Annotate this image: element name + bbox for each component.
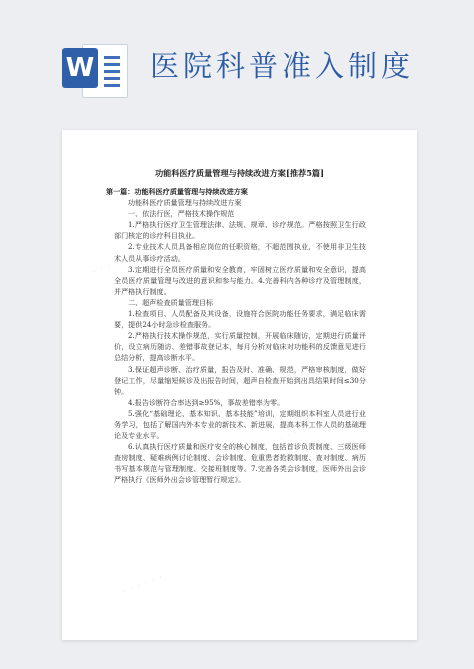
paragraph: 4.报告诊断符合率达到≥95%，事故差错率为零。 bbox=[128, 397, 285, 407]
paragraph: 3.保证超声诊断、治疗质量，报告及时、准确、规范，严格审核制度，做好登记工作，尽量缩短候诊及出报告时间，超声自检查开始到出具结果时间≤30分钟。 bbox=[114, 364, 366, 396]
word-icon-line bbox=[104, 63, 120, 66]
section-heading: 第一篇：功能科医疗质量管理与持续改进方案 bbox=[106, 187, 248, 196]
word-icon-line bbox=[104, 77, 120, 80]
word-icon-line bbox=[104, 84, 120, 87]
watermark: · · · · · · bbox=[271, 422, 315, 448]
paragraph: 1.严格执行医疗卫生管理法律、法规、规章、诊疗规范。严格按照卫生行政部门核定的诊疗科目执业。 bbox=[114, 220, 366, 241]
banner bbox=[0, 0, 474, 130]
paragraph: 2.严格执行技术操作规范，实行质量控制，开展临床随访，定期进行质量评价，设立病历随访、差错事故登记本，每月分析对临床对功能科的反馈意见进行总结分析，提高诊断水平。 bbox=[114, 331, 366, 363]
paragraph: 2.专业技术人员具备相应岗位的任职资格，不超范围执业，不使用非卫生技术人员从事诊疗活动。 bbox=[114, 242, 366, 263]
banner-title: 医院科普准入制度 bbox=[150, 49, 415, 83]
paragraph: 1.检查项目、人员配备及其设备，设施符合医院功能任务要求，满足临床需要，提供24小时急诊检查服务。 bbox=[114, 309, 366, 330]
document-body bbox=[106, 186, 366, 486]
paragraph: 一、依法行医，严格技术操作规范 bbox=[128, 209, 235, 219]
word-icon-line bbox=[104, 56, 120, 59]
paragraph: 6.认真执行医疗质量和医疗安全的核心制度，包括首诊负责制度、三级医师查房制度、疑难病例讨论制度、会诊制度、危重患者抢救制度、查对制度、病历书写基本规范与管理制度、交接班制度等。7.完善各类会诊制度，医师外出会诊严格执行《医师外出会诊管理暂行规定》。 bbox=[114, 442, 366, 485]
paragraph: 5.强化“基础理论、基本知识、基本技能”培训，定期组织本科室人员进行业务学习，包括了解国内外本专业的新技术、新进展，提高本科工作人员的基础理论及专业水平。 bbox=[114, 408, 366, 441]
document-page bbox=[62, 130, 417, 640]
word-icon-tile: W bbox=[62, 48, 98, 88]
document-title: 功能科医疗质量管理与持续改进方案[推荐5篇] bbox=[154, 168, 324, 178]
word-icon-line bbox=[104, 70, 120, 73]
paragraph: 二、超声检查质量管理目标 bbox=[128, 297, 214, 307]
paragraph: 功能科医疗质量管理与持续改进方案 bbox=[128, 198, 242, 208]
paragraph: 3.定期进行全员医疗质量和安全教育，牢固树立医疗质量和安全意识，提高全员医疗质量管理与改进的意识和参与能力。4.完善科内各种诊疗及管理制度，并严格执行制度。 bbox=[114, 264, 366, 296]
watermark: · · · · · · bbox=[91, 252, 135, 278]
watermark: · · · · · · bbox=[121, 572, 165, 598]
word-icon bbox=[62, 40, 128, 98]
